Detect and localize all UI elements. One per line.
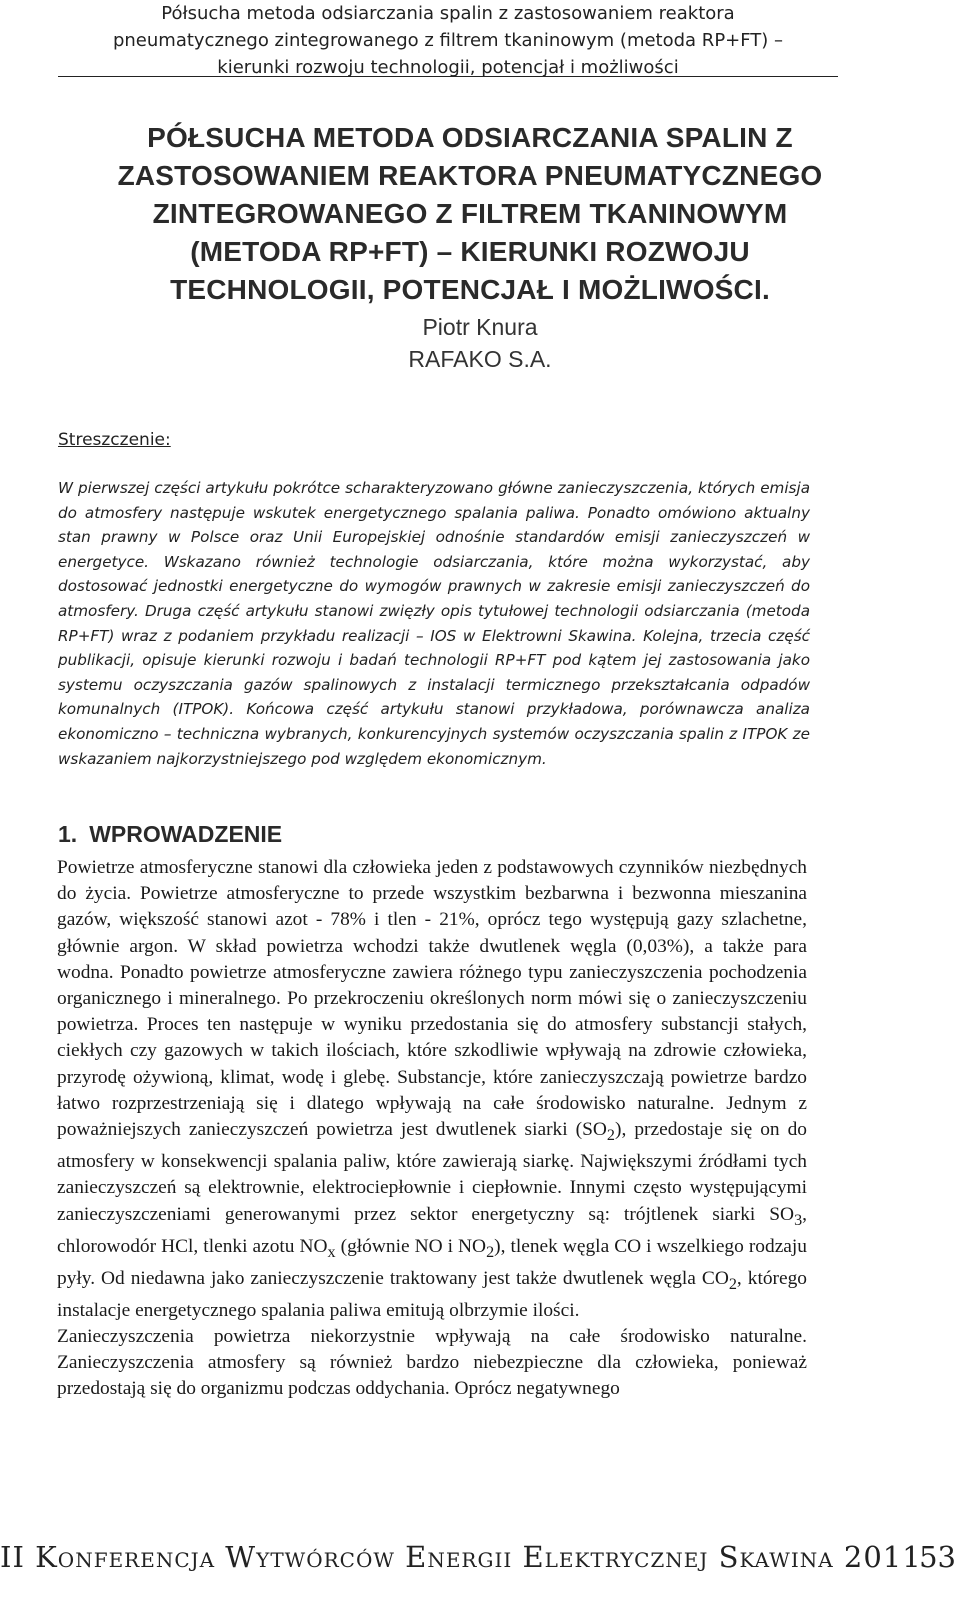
p1-text-3: , chlorowodór HCl, tlenki azotu NO (57, 1203, 807, 1257)
section-number: 1. (58, 821, 78, 847)
author-affiliation: RAFAKO S.A. (408, 346, 552, 372)
section-heading (58, 821, 282, 848)
body-paragraph-1 (57, 855, 807, 1324)
running-head-line-1: Półsucha metoda odsiarczania spalin z zastosowaniem reaktora (161, 3, 735, 24)
p1-text-5: ), tlenek węgla CO i wszelkiego rodzaju pyły. Od niedawna jako zanieczyszczenie traktowany jest także dwutlenek węgla CO (57, 1235, 807, 1289)
no2-subscript: 2 (486, 1243, 495, 1261)
page-number: 53 (919, 1540, 956, 1574)
so3-subscript: 3 (794, 1211, 803, 1229)
running-head-rule (58, 76, 838, 77)
so2-subscript: 2 (606, 1126, 615, 1144)
abstract-heading: Streszczenie: (58, 430, 171, 450)
nox-subscript: x (327, 1243, 336, 1261)
co2-subscript: 2 (728, 1275, 737, 1293)
title-line-4: (METODA RP+FT) – KIERUNKI ROZWOJU (190, 236, 750, 267)
p1-text-6: , którego instalacje energetycznego spalania paliwa emitują olbrzymie ilości. (57, 1267, 807, 1321)
abstract-text: W pierwszej części artykułu pokrótce scharakteryzowano główne zanieczyszczenia, których emisja do atmosfery następuje wskutek energetycznego spalania paliwa. Ponadto omówiono aktualny stan prawny w Polsce oraz Unii Europejskiej odnośnie standardów emisji zanieczyszczeń w energetyce. Wskazano również technologie odsiarczania, które można wykorzystać, aby dostosować jednostki energetyczne do wymogów prawnych w zakresie emisji zanieczyszczeń do atmosfery. Druga część artykułu stanowi zwięzły opis tytułowej technologii odsiarczania (metoda RP+FT) wraz z podaniem przykładu realizacji – IOS w Elektrowni Skawina. Kolejna, trzecia część publikacji, opisuje kierunki rozwoju i badań technologii RP+FT pod kątem jej zastosowania jako systemu oczyszczania gazów spalinowych z instalacji termicznego przekształcania odpadów komunalnych (ITPOK). Końcowa część artykułu stanowi przykładowa, porównawcza analiza ekonomiczno – techniczna wybranych, konkurencyjnych systemów oczyszczania spalin z ITPOK ze wskazaniem najkorzystniejszego pod względem ekonomicznym. (58, 479, 810, 768)
running-head (58, 0, 838, 81)
author-name: Piotr Knura (422, 314, 538, 340)
footer-conference: II Konferencja Wytwórców Energii Elektrycznej Skawina 2011 (0, 1540, 922, 1574)
body-text (57, 855, 807, 1403)
title-line-2: ZASTOSOWANIEM REAKTORA PNEUMATYCZNEGO (117, 160, 823, 191)
running-head-line-2: pneumatycznego zintegrowanego z filtrem tkaninowym (metoda RP+FT) – (112, 30, 784, 51)
body-paragraph-2: Zanieczyszczenia powietrza niekorzystnie wpływają na całe środowisko naturalne. Zanieczyszczenia atmosfery są również bardzo niebezpieczne dla człowieka, ponieważ przedostają się do organizmu podczas oddychania. Oprócz negatywnego (57, 1325, 807, 1400)
paper-title (40, 119, 900, 309)
p1-text-1: Powietrze atmosferyczne stanowi dla człowieka jeden z podstawowych czynników niezbędnych do życia. Powietrze atmosferyczne to przede wszystkim bezbarwna i bezwonna mieszanina gazów, większość stanowi azot - 78% i tlen - 21%, oprócz tego występują gazy szlachetne, głównie argon. W skład powietrza wchodzi także dwutlenek węgla (0,03%), a także para wodna. Ponadto powietrze atmosferyczne zawiera różnego typu zanieczyszczenia pochodzenia organicznego i mineralnego. Po przekroczeniu określonych norm mówi się o zanieczyszczeniu powietrza. Proces ten następuje w wyniku przedostania się do atmosfery substancji stałych, ciekłych czy gazowych w takich ilościach, które szkodliwie wpływają na zdrowie człowieka, przyrodę ożywioną, klimat, wodę i glebę. Substancje, które zanieczyszczają powietrze bardzo łatwo rozprzestrzeniają się i dlatego wpływają na całe środowisko naturalne. Jednym z poważniejszych zanieczyszczeń powietrza jest dwutlenek siarki (SO (57, 857, 807, 1141)
section-title: WPROWADZENIE (89, 821, 283, 847)
title-line-1: PÓŁSUCHA METODA ODSIARCZANIA SPALIN Z (147, 122, 793, 153)
p1-text-4: (głównie NO i NO (335, 1235, 487, 1257)
title-line-3: ZINTEGROWANEGO Z FILTREM TKANINOWYM (152, 198, 788, 229)
p1-text-2: ), przedostaje się on do atmosfery w konsekwencji spalania paliw, które zawierają siarkę. Największymi źródłami tych zanieczyszczeń są elektrownie, elektrociepłownie i ciepłownie. Innymi często występującymi zanieczyszczeniami generowanymi przez sektor energetyczny są: trójtlenek siarki SO (57, 1119, 808, 1225)
running-head-line-3: kierunki rozwoju technologii, potencjał i możliwości (217, 57, 679, 78)
title-line-5: TECHNOLOGII, POTENCJAŁ I MOŻLIWOŚCI. (170, 274, 770, 305)
